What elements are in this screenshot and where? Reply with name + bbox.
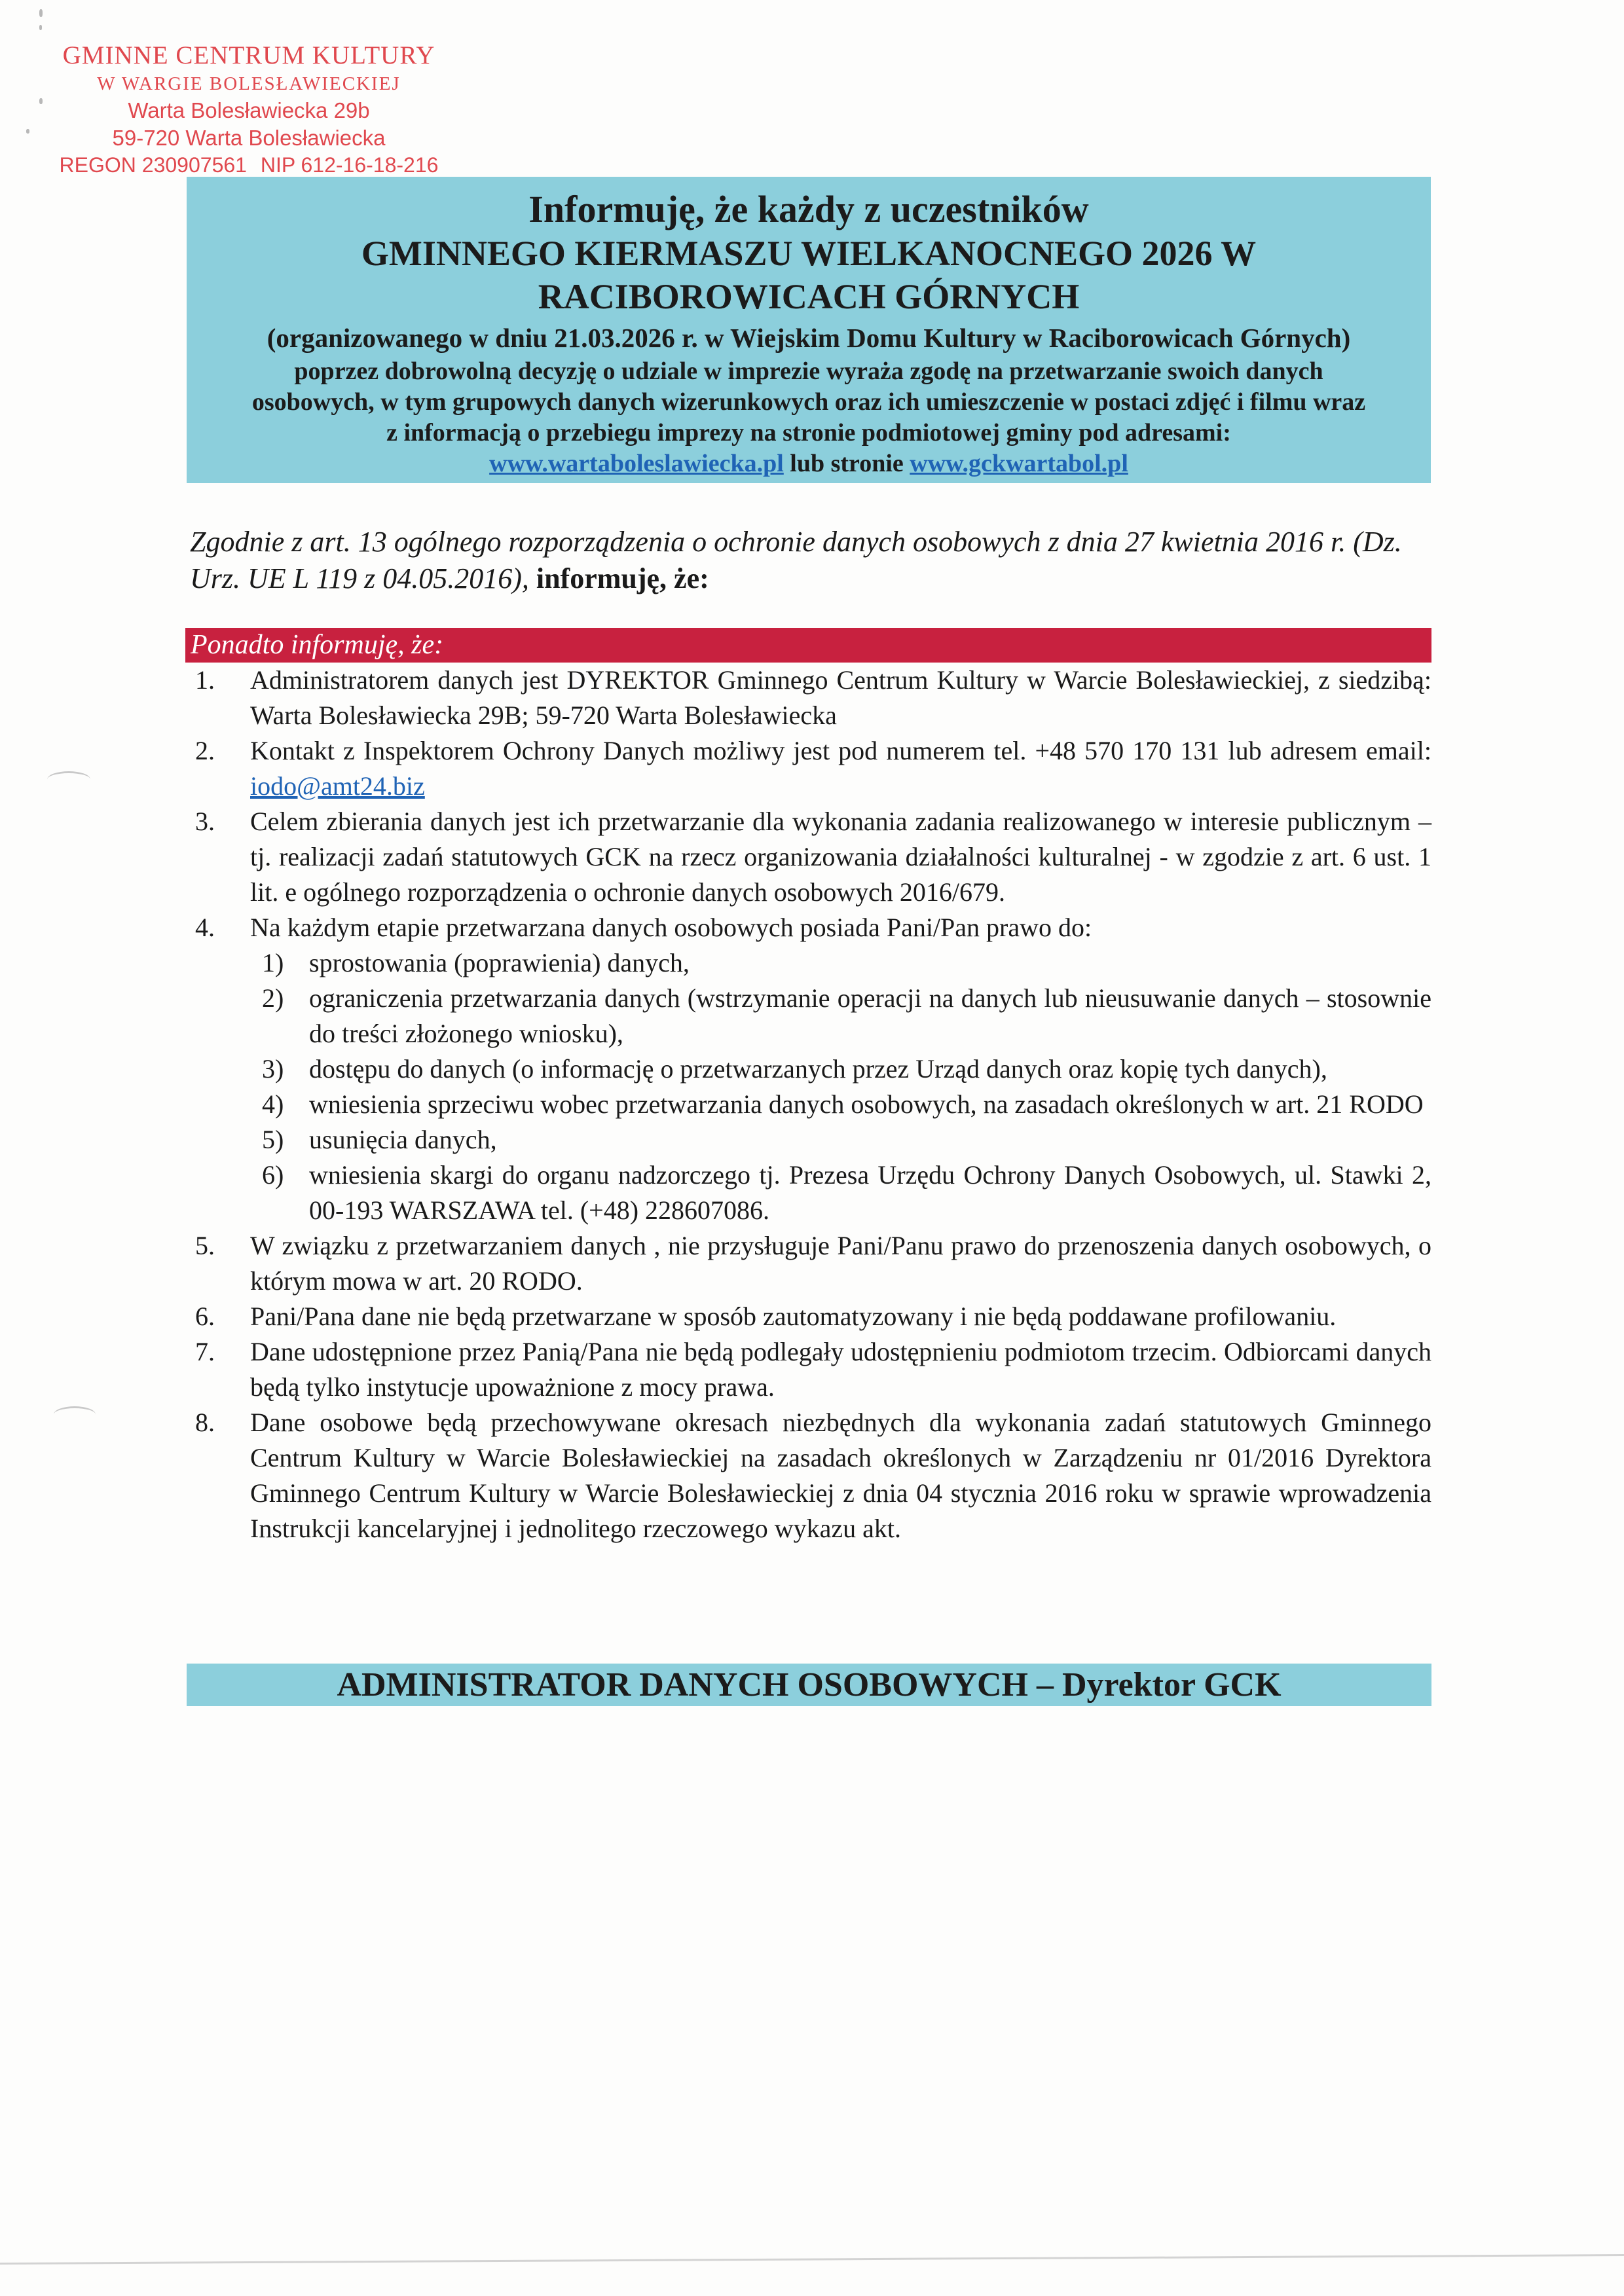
list-item (190, 1228, 1431, 1299)
stamp-nip: NIP 612-16-18-216 (260, 153, 439, 177)
list-item-number: 1. (195, 665, 215, 695)
notice-consent-line-1: poprzez dobrowolną decyzję o udziale w imprezie wyraża zgodę na przetwarzanie swoich danych (294, 357, 1323, 385)
list-item-text: Pani/Pana dane nie będą przetwarzane w sposób zautomatyzowany i nie będą poddawane profilowaniu. (250, 1302, 1337, 1331)
list-item-number: 5. (195, 1231, 215, 1260)
list-item (190, 804, 1431, 910)
list-item (190, 1405, 1431, 1546)
sublist-item-number: 5) (262, 1125, 284, 1154)
list-item-number: 4. (195, 913, 215, 942)
punch-hole-mark (47, 771, 90, 788)
list-item-number: 3. (195, 807, 215, 836)
institution-stamp (39, 41, 458, 178)
sublist-item-text: ograniczenia przetwarzania danych (wstrzymanie operacji na danych lub nieusuwanie danych – stosownie do treści złożonego wniosku), (309, 983, 1431, 1048)
list-item (190, 733, 1431, 804)
list-item-text-body: Kontakt z Inspektorem Ochrony Danych możliwy jest pod numerem tel. +48 570 170 131 lub adresem email: (250, 736, 1431, 765)
scan-speck (39, 25, 42, 30)
list-item-text: Na każdym etapie przetwarzana danych osobowych posiada Pani/Pan prawo do: (250, 913, 1092, 942)
notice-consent-line-2: osobowych, w tym grupowych danych wizerunkowych oraz ich umieszczenie w postaci zdjęć i filmu wraz (251, 388, 1366, 416)
sublist-item-number: 3) (262, 1054, 284, 1084)
sublist-item (262, 1157, 1431, 1228)
sublist-item (262, 945, 1431, 981)
stamp-line-postcode: 59-720 Warta Bolesławiecka (112, 126, 386, 150)
stamp-line-name: GMINNE CENTRUM KULTURY (62, 41, 435, 69)
list-item-text: Celem zbierania danych jest ich przetwarzanie dla wykonania zadania realizowanego w interesie publicznym – tj. realizacji zadań statutowych GCK na rzecz organizowania działalności kulturalnej - w zgodzie z art. 6 ust. 1 lit. e ogólnego rozporządzenia o ochronie danych osobowych 2016/679. (250, 807, 1431, 907)
list-item-number: 2. (195, 736, 215, 765)
sublist-item-number: 1) (262, 948, 284, 977)
stamp-regon: REGON 230907561 (59, 153, 247, 177)
list-item-number: 6. (195, 1302, 215, 1331)
list-item-text: Dane udostępnione przez Panią/Pana nie będą podlegały udostępnieniu podmiotom trzecim. Odbiorcami danych będą tylko instytucje upoważnione z mocy prawa. (250, 1337, 1431, 1402)
notice-links (187, 448, 1431, 479)
consent-notice-box (187, 177, 1431, 483)
list-item-text (250, 733, 1431, 804)
list-item (190, 1334, 1431, 1405)
data-administrator-footer: ADMINISTRATOR DANYCH OSOBOWYCH – Dyrektor GCK (187, 1664, 1431, 1706)
list-item-number: 7. (195, 1337, 215, 1366)
link-wartaboleslawiecka[interactable]: www.wartaboleslawiecka.pl (489, 450, 784, 477)
legal-reference (190, 524, 1434, 597)
notice-event-location: RACIBOROWICACH GÓRNYCH (538, 277, 1080, 316)
sublist-item-text: wniesienia sprzeciwu wobec przetwarzania danych osobowych, na zasadach określonych w art. 21 RODO (309, 1089, 1424, 1119)
notice-event-date: (organizowanego w dniu 21.03.2026 r. w Wiejskim Domu Kultury w Raciborowicach Górnych) (267, 323, 1351, 353)
sublist-item (262, 1051, 1431, 1087)
sublist-item-number: 6) (262, 1160, 284, 1190)
punch-hole-mark (54, 1406, 96, 1423)
paper-edge-line (0, 2254, 1624, 2265)
rights-sublist (262, 945, 1431, 1228)
sublist-item-text: dostępu do danych (o informację o przetwarzanych przez Urząd danych oraz kopię tych danych), (309, 1054, 1327, 1084)
list-item-text: Administratorem danych jest DYREKTOR Gminnego Centrum Kultury w Warcie Bolesławieckiej, z siedzibą: Warta Bolesławiecka 29B; 59-720 Warta Bolesławiecka (250, 665, 1431, 730)
legal-reference-lead: informuję, że: (528, 562, 709, 594)
notice-consent-line-3: z informacją o przebiegu imprezy na stronie podmiotowej gminy pod adresami: (386, 419, 1231, 446)
notice-title: Informuję, że każdy z uczestników (528, 188, 1089, 230)
information-list (190, 663, 1431, 1546)
link-gckwartabol[interactable]: www.gckwartabol.pl (910, 450, 1128, 477)
email-link[interactable]: iodo@amt24.biz (250, 771, 425, 801)
scan-speck (26, 129, 29, 134)
list-item (190, 910, 1431, 945)
section-header-bar: Ponadto informuję, że: (185, 628, 1431, 663)
sublist-item-text: usunięcia danych, (309, 1125, 497, 1154)
stamp-line-address: Warta Bolesławiecka 29b (128, 98, 370, 122)
sublist-item-text: sprostowania (poprawienia) danych, (309, 948, 690, 977)
sublist-item (262, 981, 1431, 1051)
stamp-line-town: W WARGIE BOLESŁAWIECKIEJ (97, 73, 401, 94)
sublist-item-text: wniesienia skargi do organu nadzorczego tj. Prezesa Urzędu Ochrony Danych Osobowych, ul. Stawki 2, 00-193 WARSZAWA tel. (+48) 228607086. (309, 1160, 1431, 1225)
sublist-item (262, 1087, 1431, 1122)
scan-speck (39, 9, 43, 17)
list-item-number: 8. (195, 1408, 215, 1437)
notice-event-name: GMINNEGO KIERMASZU WIELKANOCNEGO 2026 W (361, 234, 1257, 273)
legal-reference-citation: Zgodnie z art. 13 ogólnego rozporządzenia o ochronie danych osobowych z dnia 27 kwietnia 2016 r. (Dz. Urz. UE L 119 z 04.05.2016), (190, 526, 1402, 594)
stamp-line-ids (39, 152, 458, 178)
link-joiner: lub stronie (783, 450, 910, 477)
list-item (190, 663, 1431, 733)
sublist-item-number: 2) (262, 983, 284, 1013)
list-item-text: Dane osobowe będą przechowywane okresach niezbędnych dla wykonania zadań statutowych Gminnego Centrum Kultury w Warcie Bolesławieckiej na zasadach określonych w Zarządzeniu nr 01/2016 Dyrektora Gminnego Centrum Kultury w Warcie Bolesławieckiej z dnia 04 stycznia 2016 roku w sprawie wprowadzenia Instrukcji kancelaryjnej i jednolitego rzeczowego wykazu akt. (250, 1408, 1431, 1543)
list-item-text: W związku z przetwarzaniem danych , nie przysługuje Pani/Panu prawo do przenoszenia danych osobowych, o którym mowa w art. 20 RODO. (250, 1231, 1431, 1296)
list-item (190, 1299, 1431, 1334)
sublist-item (262, 1122, 1431, 1157)
sublist-item-number: 4) (262, 1089, 284, 1119)
